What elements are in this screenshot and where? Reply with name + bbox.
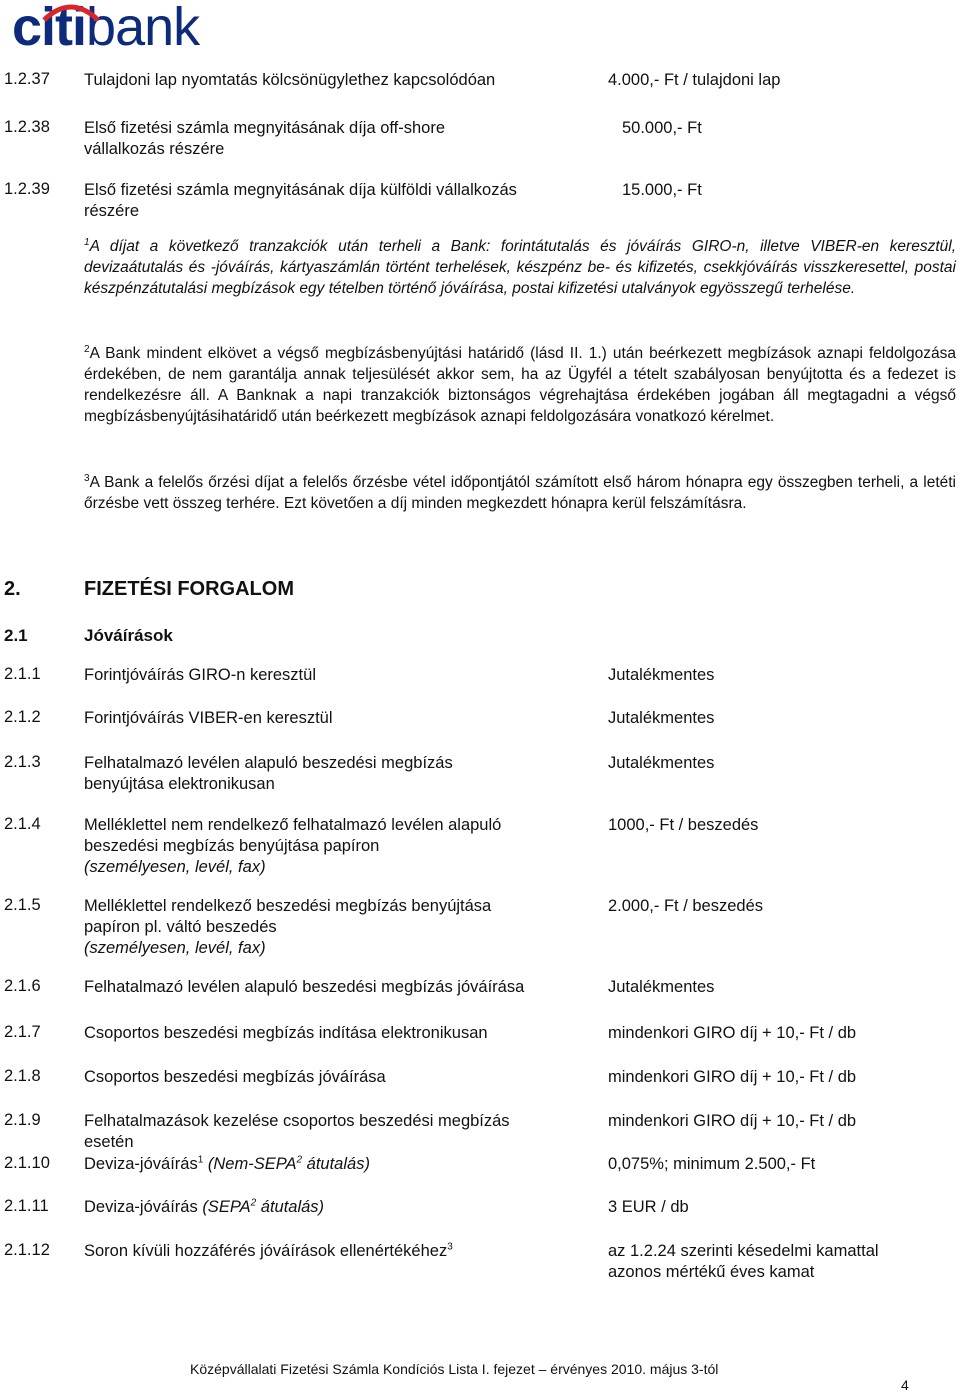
- item-value: Jutalékmentes: [608, 709, 715, 727]
- page-number: 4: [901, 1377, 909, 1393]
- footnote-1: $^1$A díjat a következő tranzakciók után terheli a Bank: forintátutalás és jóváírás GIRO-n, illetve VIBER-en keresztül, devizaátutalás és -jóváírás, kártyaszámlán történt terhelések, készpénz be- és kifizetés, csekkjóváírás visszkeresettel, postai készpénzátutalási megbízások egy tételben történő jóváírása, postai kifizetési utalványok egyösszegű terhelése.: [84, 236, 956, 297]
- item-value: 50.000,- Ft: [622, 119, 702, 137]
- item-value: 0,075%; minimum 2.500,- Ft: [608, 1155, 816, 1173]
- item-value: 4.000,- Ft / tulajdoni lap: [608, 71, 781, 89]
- item-number: 2.1.4: [4, 815, 41, 833]
- item-number: 2.1.5: [4, 896, 41, 914]
- item-description: Forintjóváírás VIBER-en keresztül: [84, 709, 333, 727]
- item-description: Felhatalmazások kezelése csoportos beszedési megbízás esetén: [84, 1112, 510, 1151]
- citibank-logo: [12, 0, 200, 57]
- item-description: Felhatalmazó levélen alapuló beszedési megbízás jóváírása: [84, 978, 525, 996]
- item-value: Jutalékmentes: [608, 754, 715, 772]
- item-description: Melléklettel nem rendelkező felhatalmazó levélen alapuló beszedési megbízás benyújtása papíron (személyesen, levél, fax): [84, 816, 502, 876]
- logo-citi: citi: [12, 0, 87, 57]
- item-number: 2.1.9: [4, 1111, 41, 1129]
- item-number: 2.1.12: [4, 1241, 50, 1259]
- item-description: Felhatalmazó levélen alapuló beszedési megbízás benyújtása elektronikusan: [84, 754, 453, 793]
- item-number: 2.1.10: [4, 1154, 50, 1172]
- item-description: Első fizetési számla megnyitásának díja külföldi vállalkozás részére: [84, 181, 517, 220]
- subsection-title: Jóváírások: [84, 626, 173, 645]
- item-value: mindenkori GIRO díj + 10,- Ft / db: [608, 1024, 857, 1042]
- logo-bank: bank: [86, 0, 200, 57]
- item-description: Melléklettel rendelkező beszedési megbízás benyújtása papíron pl. váltó beszedés (személyesen, levél, fax): [84, 897, 492, 957]
- item-number: 2.1.11: [4, 1197, 49, 1215]
- item-number: 2.1.1: [4, 665, 41, 683]
- footnote-2: $^2$A Bank mindent elkövet a végső megbízásbenyújtási határidő (lásd II. 1.) után beérkezett megbízások aznapi feldolgozása érdekében, de nem garantálja annak teljesülését akkor sem, ha az Ügyfél a tételt szabályosan benyújtotta és a fedezet is rendelkezésre áll. A Banknak a napi tranzakciók biztonságos végrehajtása érdekében jogában áll megtagadni a végső megbízásbenyújtásihatáridő után beérkezett megbízások aznapi feldolgozására vonatkozó kérelmet.: [84, 343, 956, 425]
- item-value: 2.000,- Ft / beszedés: [608, 897, 764, 915]
- subsection-number: 2.1: [4, 626, 28, 645]
- item-description: Soron kívüli hozzáférés jóváírások ellenértékéhez$^3$: [84, 1241, 453, 1260]
- item-number: 2.1.2: [4, 708, 41, 726]
- item-number: 1.2.37: [4, 70, 50, 88]
- item-number: 2.1.6: [4, 977, 41, 995]
- item-description: Forintjóváírás GIRO-n keresztül: [84, 666, 316, 684]
- item-value: 1000,- Ft / beszedés: [608, 816, 759, 834]
- item-description: Csoportos beszedési megbízás indítása elektronikusan: [84, 1024, 488, 1042]
- item-number: 1.2.38: [4, 118, 50, 136]
- footnote-3: $^3$A Bank a felelős őrzési díjat a felelős őrzésbe vétel időpontjától számított első három hónapra egy összegben terheli, a letéti őrzésbe vett összeg terhére. Ezt követően a díj minden megkezdett hónapra kerül felszámításra.: [84, 472, 956, 512]
- item-value: 3 EUR / db: [608, 1198, 689, 1216]
- item-number: 2.1.7: [4, 1023, 41, 1041]
- item-value: mindenkori GIRO díj + 10,- Ft / db: [608, 1068, 857, 1086]
- section-number: 2.: [4, 578, 21, 600]
- section-title: FIZETÉSI FORGALOM: [84, 578, 294, 600]
- logo-arc-icon: [42, 0, 100, 22]
- item-number: 1.2.39: [4, 180, 50, 198]
- item-number: 2.1.8: [4, 1067, 41, 1085]
- item-description: Tulajdoni lap nyomtatás kölcsönügylethez kapcsolódóan: [84, 71, 496, 89]
- item-value: Jutalékmentes: [608, 666, 715, 684]
- section-heading: [4, 578, 294, 601]
- item-value: mindenkori GIRO díj + 10,- Ft / db: [608, 1112, 857, 1130]
- item-number: 2.1.3: [4, 753, 41, 771]
- item-description: Csoportos beszedési megbízás jóváírása: [84, 1068, 386, 1086]
- item-description: Deviza-jóváírás$^1$ (Nem-SEPA$^2$ átutalás): [84, 1154, 370, 1173]
- item-description: Első fizetési számla megnyitásának díja off-shore vállalkozás részére: [84, 119, 446, 158]
- item-value: 15.000,- Ft: [622, 181, 702, 199]
- subsection-heading: [4, 626, 173, 646]
- item-value: Jutalékmentes: [608, 978, 715, 996]
- item-value: az 1.2.24 szerinti késedelmi kamattal azonos mértékű éves kamat: [608, 1242, 879, 1281]
- item-description: Deviza-jóváírás (SEPA$^2$ átutalás): [84, 1197, 325, 1216]
- page-footer: Középvállalati Fizetési Számla Kondíciós Lista I. fejezet – érvényes 2010. május 3-tól: [190, 1361, 719, 1377]
